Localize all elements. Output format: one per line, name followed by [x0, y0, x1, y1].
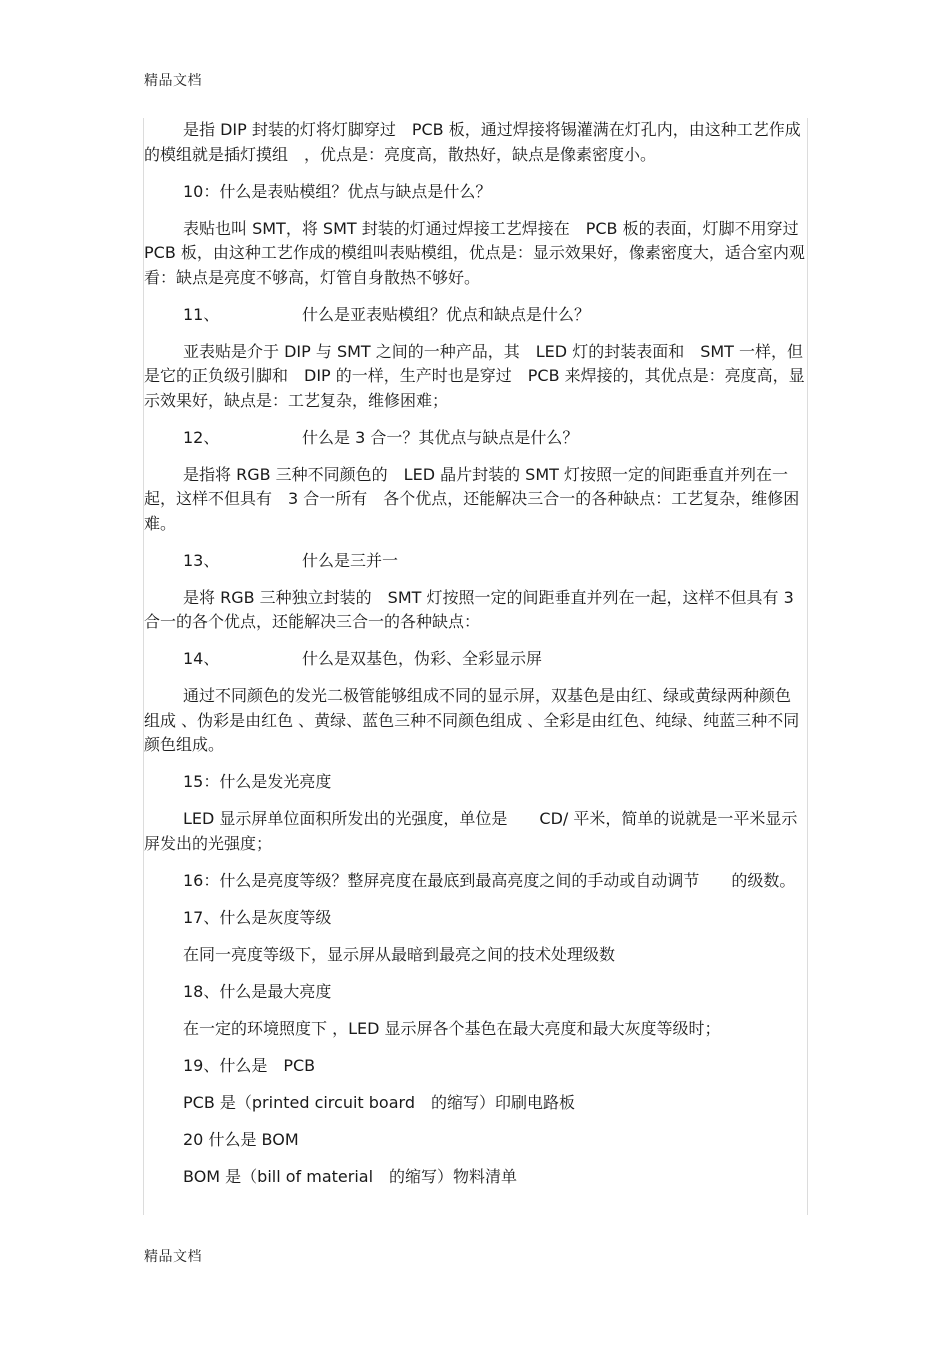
answer-text: BOM 是（bill of material 的缩写）物料清单 — [183, 1166, 518, 1186]
answer-paragraph: 表贴也叫 SMT，将 SMT 封装的灯通过焊接工艺焊接在 PCB 板的表面，灯脚不用穿过 PCB 板，由这种工艺作成的模组叫表贴模组，优点是：显示效果好，像素密度大，适合室内观看：缺点是亮度不够高，灯管自身散热不够好。 — [144, 218, 805, 287]
answer-text: 在同一亮度等级下，显示屏从最暗到最亮之间的技术处理级数 — [183, 944, 616, 964]
question-heading — [144, 980, 806, 1005]
page-header: 精品文档 — [144, 73, 202, 89]
answer-line — [144, 1165, 806, 1190]
question-heading — [144, 180, 806, 205]
answer-paragraph: 亚表贴是介于 DIP 与 SMT 之间的一种产品，其 LED 灯的封装表面和 SMT 一样，但是它的正负级引脚和 DIP 的一样，生产时也是穿过 PCB 来焊接的，其优点是：亮度高，显示效果好，缺点是：工艺复杂，维修困难； — [144, 341, 805, 410]
question-text: 20 什么是 BOM — [183, 1129, 299, 1149]
answer-paragraph: LED 显示屏单位面积所发出的光强度，单位是 CD/ 平米，简单的说就是一平米显示屏发出的光强度； — [144, 809, 798, 853]
question-number: 11、 — [183, 304, 220, 324]
answer-line — [144, 1091, 806, 1116]
question-heading — [144, 647, 806, 672]
question-number: 12、 — [183, 427, 220, 447]
question-heading — [144, 303, 806, 328]
answer-line — [144, 943, 806, 968]
question-heading — [144, 1054, 806, 1079]
answer-text: PCB 是（printed circuit board 的缩写）印刷电路板 — [183, 1092, 575, 1112]
question-text: 15：什么是发光亮度 — [183, 772, 332, 791]
question-heading — [144, 549, 806, 574]
question-heading — [144, 426, 806, 451]
page-footer: 精品文档 — [144, 1249, 202, 1265]
question-text: 18、什么是最大亮度 — [183, 981, 332, 1001]
question-text: 什么是 3 合一？其优点与缺点是什么？ — [302, 427, 579, 447]
question-text: 什么是亚表贴模组？优点和缺点是什么？ — [302, 304, 591, 324]
answer-paragraph: 是将 RGB 三种独立封装的 SMT 灯按照一定的间距垂直并列在一起，这样不但具有 3 合一的各个优点，还能解决三合一的各种缺点： — [144, 587, 794, 631]
question-number: 13、 — [183, 550, 220, 570]
answer-paragraph: 通过不同颜色的发光二极管能够组成不同的显示屏，双基色是由红、绿或黄绿两种颜色组成 、伪彩是由红色 、黄绿、蓝色三种不同颜色组成 、全彩是由红色、纯绿、纯蓝三种不同颜色组成。 — [144, 686, 800, 754]
question-text: 什么是三并一 — [302, 550, 399, 570]
question-text: 什么是双基色，伪彩、全彩显示屏 — [302, 649, 543, 668]
question-text: 10：什么是表贴模组？优点与缺点是什么？ — [183, 181, 492, 201]
question-paragraph: 16：什么是亮度等级？整屏亮度在最底到最高亮度之间的手动或自动调节 的级数。 — [183, 870, 796, 890]
question-heading — [144, 1128, 806, 1153]
question-heading — [144, 906, 806, 931]
answer-paragraph: 是指将 RGB 三种不同颜色的 LED 晶片封装的 SMT 灯按照一定的间距垂直并列在一起，这样不但具有 3 合一所有 各个优点，还能解决三合一的各种缺点：工艺复杂，维修困难。 — [144, 464, 800, 533]
question-text: 17、什么是灰度等级 — [183, 907, 332, 927]
answer-line — [144, 1017, 806, 1042]
document-body — [144, 118, 806, 1202]
question-number: 14、 — [183, 649, 220, 668]
question-heading — [144, 770, 806, 795]
answer-text: 在一定的环境照度下 ，LED 显示屏各个基色在最大亮度和最大灰度等级时； — [183, 1018, 721, 1038]
answer-paragraph: 是指 DIP 封装的灯将灯脚穿过 PCB 板，通过焊接将锡灌满在灯孔内，由这种工艺作成的模组就是插灯摸组 ，优点是：亮度高，散热好，缺点是像素密度小。 — [144, 120, 801, 164]
question-text: 19、什么是 PCB — [183, 1055, 316, 1075]
